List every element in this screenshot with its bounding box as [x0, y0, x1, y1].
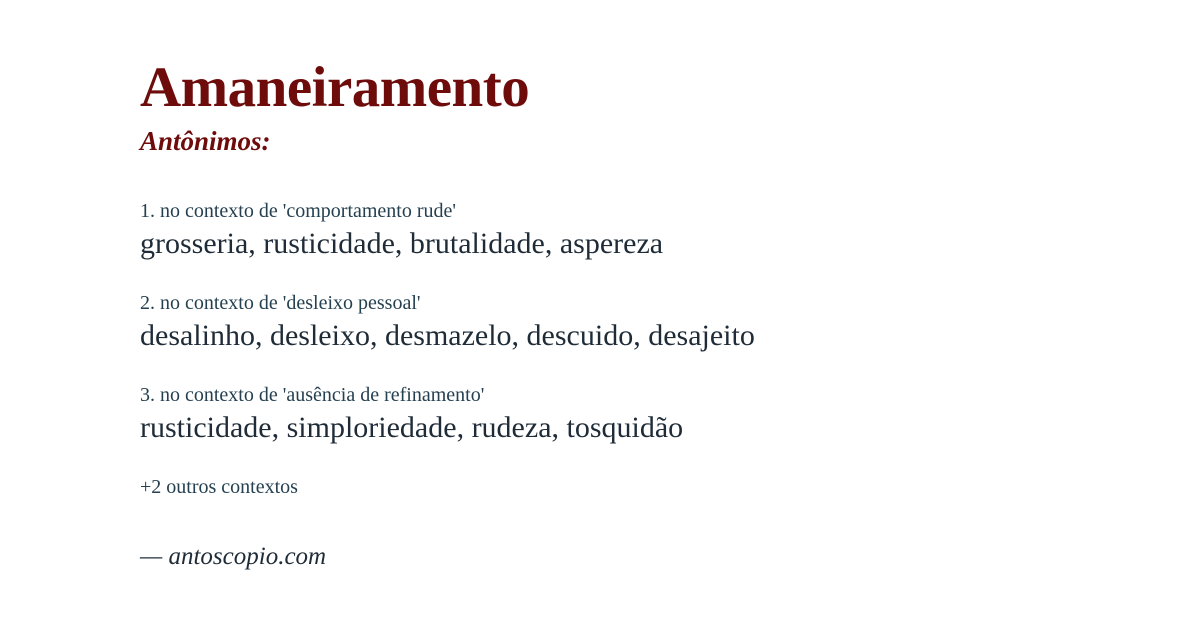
context-section-1 [140, 199, 1140, 263]
context-sections [140, 199, 1140, 447]
antonyms-list: rusticidade, simploriedade, rudeza, tosquidão [140, 410, 684, 444]
context-label: 1. no contexto de 'comportamento rude' [140, 199, 457, 222]
context-section-2 [140, 291, 1140, 355]
antonyms-list: grosseria, rusticidade, brutalidade, aspereza [140, 226, 664, 260]
more-contexts-label: +2 outros contextos [140, 475, 298, 498]
source-attribution: — antoscopio.com [140, 542, 327, 570]
antonyms-heading: Antônimos: [140, 125, 271, 156]
context-label: 3. no contexto de 'ausência de refinamento' [140, 383, 485, 406]
context-section-3 [140, 383, 1140, 447]
context-label: 2. no contexto de 'desleixo pessoal' [140, 291, 421, 314]
antonyms-list: desalinho, desleixo, desmazelo, descuido, desajeito [140, 318, 755, 352]
page-title: Amaneiramento [140, 56, 530, 119]
